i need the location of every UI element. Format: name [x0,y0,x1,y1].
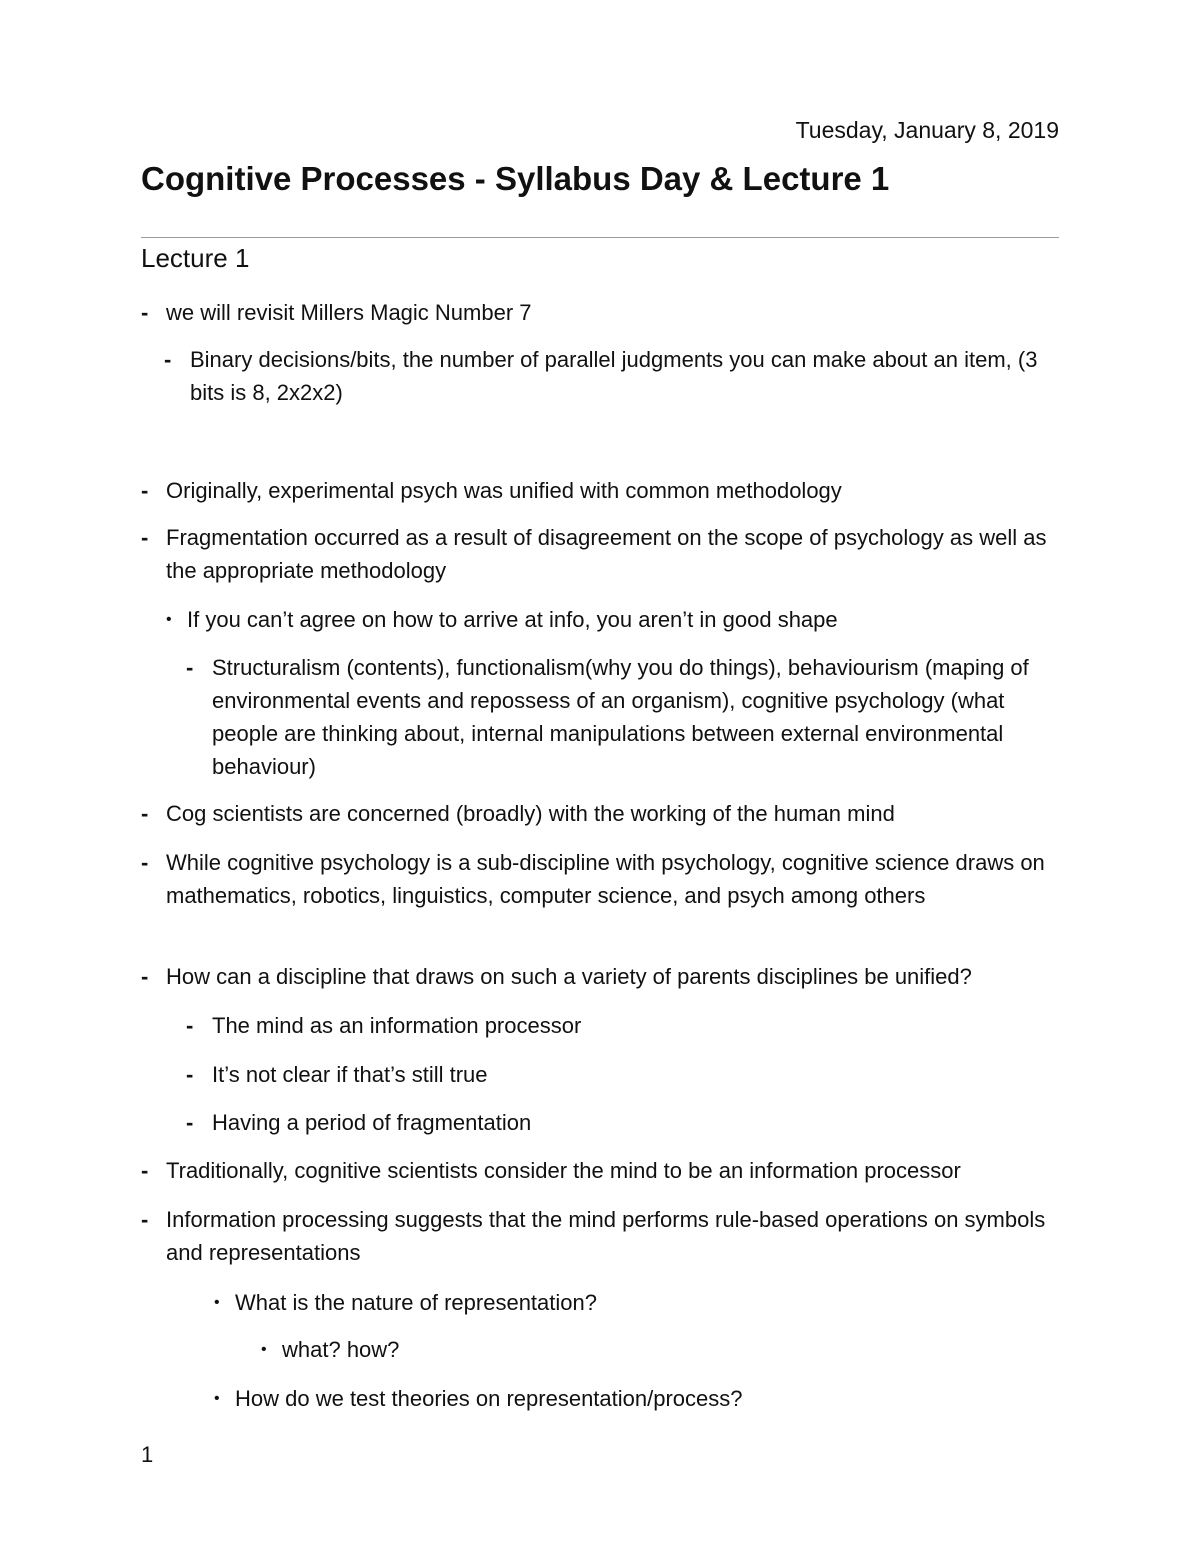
dash-marker: - [141,1207,149,1232]
list-item [186,1106,1059,1139]
list-item-text: The mind as an information processor [212,1013,582,1038]
dash-marker: - [141,1158,149,1183]
list-item-text: How do we test theories on representation/process? [235,1386,743,1411]
dash-marker: - [186,1110,194,1135]
list-item [141,1203,1059,1269]
list-item-text: If you can’t agree on how to arrive at info, you aren’t in good shape [187,607,838,632]
bullet-marker: • [166,611,172,628]
dash-marker: - [186,1062,194,1087]
dash-marker: - [141,300,149,325]
list-item-text: Cog scientists are concerned (broadly) with the working of the human mind [166,801,895,826]
list-item [186,1058,1059,1091]
title-divider [141,237,1059,238]
dash-marker: - [186,655,194,680]
bullet-marker: • [214,1294,220,1311]
section-heading: Lecture 1 [141,243,250,273]
list-item-text: Having a period of fragmentation [212,1110,532,1135]
dash-marker: - [141,478,149,503]
dash-marker: - [141,964,149,989]
dash-marker: - [186,1013,194,1038]
dash-marker: - [141,850,149,875]
list-item [141,797,1059,830]
list-item [141,1154,1059,1187]
list-item [214,1382,1059,1415]
list-item [261,1333,1059,1366]
page-title: Cognitive Processes - Syllabus Day & Lecture 1 [141,160,890,197]
list-item-text: Fragmentation occurred as a result of disagreement on the scope of psychology as well as the appropriate methodology [166,525,1047,583]
list-item [141,474,1059,507]
list-item-text: what? how? [282,1337,400,1362]
list-item-text: Structuralism (contents), functionalism(why you do things), behaviourism (maping of environmental events and repossess of an organism), cognitive psychology (what people are thinking about, internal manipulations between external environmental behaviour) [212,655,1029,779]
list-item [186,1009,1059,1042]
list-item-text: How can a discipline that draws on such a variety of parents disciplines be unified? [166,964,972,989]
dash-marker: - [141,525,149,550]
list-item-text: Traditionally, cognitive scientists consider the mind to be an information processor [166,1158,961,1183]
list-item-text: Information processing suggests that the mind performs rule-based operations on symbols and representations [166,1207,1046,1265]
list-item-text: Originally, experimental psych was unified with common methodology [166,478,842,503]
list-item [186,651,1059,783]
list-item-text: What is the nature of representation? [235,1290,597,1315]
list-item-text: While cognitive psychology is a sub-discipline with psychology, cognitive science draws on mathematics, robotics, linguistics, computer science, and psych among others [166,850,1045,908]
list-item [141,521,1059,587]
bullet-marker: • [214,1390,220,1407]
dash-marker: - [164,347,172,372]
list-item-text: It’s not clear if that’s still true [212,1062,488,1087]
list-item [141,296,1059,329]
list-item [141,846,1059,912]
page-number: 1 [141,1442,154,1467]
bullet-marker: • [261,1341,267,1358]
list-item [214,1286,1059,1319]
date-header: Tuesday, January 8, 2019 [795,117,1059,143]
list-item [141,960,1059,993]
list-item-text: Binary decisions/bits, the number of parallel judgments you can make about an item, (3 bits is 8, 2x2x2) [190,347,1038,405]
list-item-text: we will revisit Millers Magic Number 7 [166,300,532,325]
dash-marker: - [141,801,149,826]
list-item [166,603,1059,636]
list-item [164,343,1059,409]
